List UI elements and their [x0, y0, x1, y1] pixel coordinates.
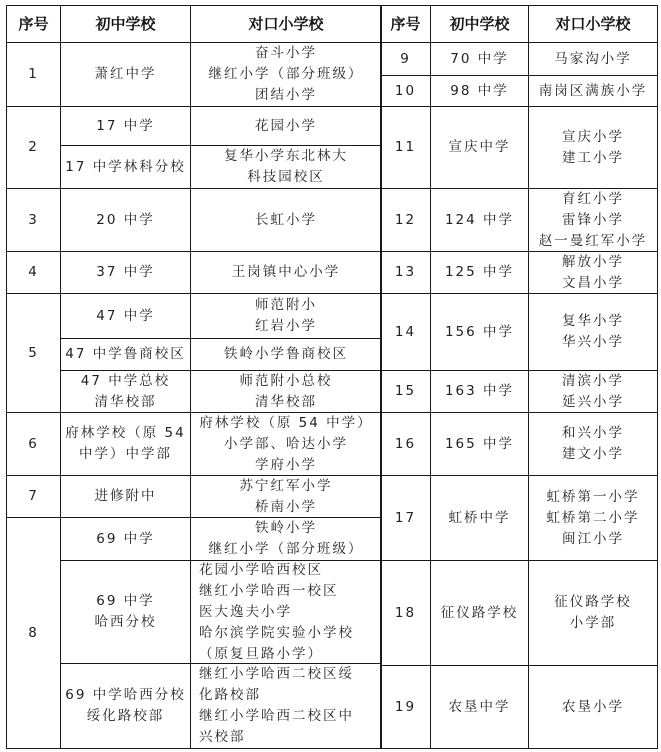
middle-school-cell: 156 中学 [430, 293, 529, 371]
middle-school-cell: 萧红中学 [60, 42, 191, 107]
header-middle-school-right: 初中学校 [430, 5, 529, 43]
middle-school-cell: 47 中学鲁商校区 [60, 338, 191, 371]
primary-school-cell: 宣庆小学 建工小学 [528, 106, 658, 189]
middle-school-cell: 70 中学 [430, 42, 529, 76]
seq-cell: 8 [6, 517, 61, 749]
seq-cell: 4 [6, 251, 61, 294]
primary-school-cell: 复华小学东北林大 科技园校区 [190, 145, 382, 189]
middle-school-cell: 47 中学 [60, 293, 191, 339]
middle-school-cell: 69 中学 哈西分校 [60, 560, 191, 664]
seq-cell: 9 [380, 42, 431, 76]
primary-school-cell: 苏宁红军小学 桥南小学 [190, 475, 382, 518]
primary-school-cell: 花园小学哈西校区 继红小学哈西一校区 医大逸夫小学 哈尔滨学院实验小学校 （原复旦路小学） [190, 560, 382, 664]
primary-school-cell: 征仪路学校 小学部 [528, 560, 658, 666]
seq-cell: 12 [380, 188, 431, 252]
header-seq-left: 序号 [6, 5, 61, 43]
middle-school-cell: 98 中学 [430, 75, 529, 107]
middle-school-cell: 124 中学 [430, 188, 529, 252]
primary-school-cell: 农垦小学 [528, 665, 658, 749]
seq-cell: 2 [6, 106, 61, 189]
header-primary-school-right: 对口小学校 [528, 5, 658, 43]
primary-school-cell: 铁岭小学 继红小学（部分班级） [190, 517, 382, 561]
seq-cell: 15 [380, 370, 431, 413]
middle-school-cell: 征仪路学校 [430, 560, 529, 666]
primary-school-cell: 师范附小总校 清华校部 [190, 370, 382, 413]
middle-school-cell: 府林学校（原 54 中学）中学部 [60, 412, 191, 476]
middle-school-cell: 宣庆中学 [430, 106, 529, 189]
primary-school-cell: 虹桥第一小学 虹桥第二小学 闽江小学 [528, 475, 658, 561]
seq-cell: 19 [380, 665, 431, 749]
middle-school-cell: 虹桥中学 [430, 475, 529, 561]
middle-school-cell: 165 中学 [430, 412, 529, 476]
primary-school-cell: 奋斗小学 继红小学（部分班级） 团结小学 [190, 42, 382, 107]
middle-school-cell: 农垦中学 [430, 665, 529, 749]
primary-school-cell: 花园小学 [190, 106, 382, 146]
seq-cell: 16 [380, 412, 431, 476]
primary-school-cell: 王岗镇中心小学 [190, 251, 382, 294]
middle-school-cell: 69 中学 [60, 517, 191, 561]
primary-school-cell: 和兴小学 建文小学 [528, 412, 658, 476]
seq-cell: 18 [380, 560, 431, 666]
primary-school-cell: 府林学校（原 54 中学） 小学部、哈达小学 学府小学 [190, 412, 382, 476]
primary-school-cell: 解放小学 文昌小学 [528, 251, 658, 294]
primary-school-cell: 清滨小学 延兴小学 [528, 370, 658, 413]
primary-school-cell: 继红小学哈西二校区绥 化路校部 继红小学哈西二校区中 兴校部 [190, 663, 382, 749]
header-primary-school-left: 对口小学校 [190, 5, 382, 43]
header-seq-right: 序号 [380, 5, 431, 43]
seq-cell: 6 [6, 412, 61, 476]
middle-school-cell: 17 中学林科分校 [60, 145, 191, 189]
middle-school-cell: 125 中学 [430, 251, 529, 294]
primary-school-cell: 复华小学 华兴小学 [528, 293, 658, 371]
primary-school-cell: 南岗区满族小学 [528, 75, 658, 107]
middle-school-cell: 69 中学哈西分校 绥化路校部 [60, 663, 191, 749]
seq-cell: 13 [380, 251, 431, 294]
middle-school-cell: 17 中学 [60, 106, 191, 146]
seq-cell: 7 [6, 475, 61, 518]
seq-cell: 10 [380, 75, 431, 107]
seq-cell: 1 [6, 42, 61, 107]
seq-cell: 17 [380, 475, 431, 561]
seq-cell: 14 [380, 293, 431, 371]
middle-school-cell: 进修附中 [60, 475, 191, 518]
middle-school-cell: 163 中学 [430, 370, 529, 413]
seq-cell: 3 [6, 188, 61, 252]
middle-school-cell: 37 中学 [60, 251, 191, 294]
primary-school-cell: 长虹小学 [190, 188, 382, 252]
seq-cell: 5 [6, 293, 61, 413]
seq-cell: 11 [380, 106, 431, 189]
primary-school-cell: 师范附小 红岩小学 [190, 293, 382, 339]
middle-school-cell: 20 中学 [60, 188, 191, 252]
primary-school-cell: 育红小学 雷锋小学 赵一曼红军小学 [528, 188, 658, 252]
primary-school-cell: 马家沟小学 [528, 42, 658, 76]
header-middle-school-left: 初中学校 [60, 5, 191, 43]
primary-school-cell: 铁岭小学鲁商校区 [190, 338, 382, 371]
middle-school-cell: 47 中学总校 清华校部 [60, 370, 191, 413]
